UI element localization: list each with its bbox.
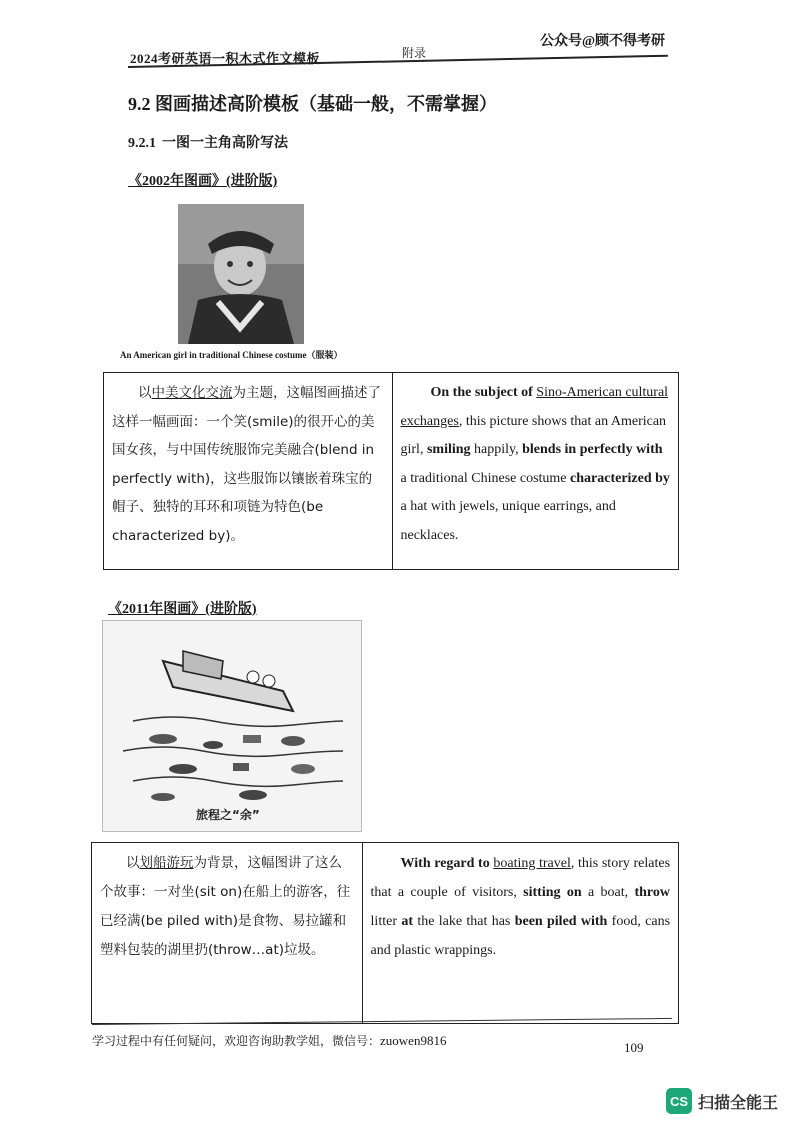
- wechat-id: zuowen9816: [380, 1033, 447, 1048]
- en-keyword: Sino-American cultural exchanges: [400, 385, 669, 429]
- subsection-number: 9.2.1: [128, 136, 156, 151]
- en-phrase: throw: [634, 885, 671, 900]
- boat-cartoon: [102, 620, 362, 832]
- en-part: a traditional Chinese costume: [400, 470, 567, 486]
- zh-part: 为背景，这幅图讲了这么个故事：一对坐(sit on)在船上的游客，往已经满(be piled with)是食物、易拉罐和塑料包装的湖里扔(throw…at)垃圾。: [100, 855, 351, 958]
- en-phrase: been piled with: [514, 914, 608, 929]
- boat-cartoon-drawing: [103, 621, 361, 831]
- english-text: [371, 849, 670, 965]
- chinese-text: [100, 849, 354, 965]
- example2-title: 《2011年图画》(进阶版): [108, 602, 257, 617]
- photo-caption: An American girl in traditional Chinese costume（服装）: [120, 350, 343, 360]
- subsection-title: [128, 132, 288, 152]
- english-cell: [362, 843, 678, 1024]
- en-phrase: On the subject of: [430, 385, 533, 400]
- page-number: 109: [624, 1040, 644, 1055]
- footer-note-text: 学习过程中有任何疑问，欢迎咨询助教学姐，微信号：: [92, 1034, 381, 1048]
- en-part: happily,: [474, 442, 519, 457]
- example2-table: [91, 842, 679, 1024]
- zh-part: 为主题，这幅图画描述了这样一幅画面：一个笑(smile)的很开心的美国女孩，与中国传统服饰完美融合(blend in perfectly with)，这些服饰以镶嵌着珠宝的帽子、独特的耳环和项链为特色(be characterized by)。: [112, 385, 381, 544]
- zh-part: 以: [138, 385, 152, 401]
- zh-keyword: 中美文化交流: [151, 385, 233, 401]
- en-phrase: smiling: [426, 442, 471, 457]
- section-number: 9.2: [128, 94, 151, 114]
- cartoon-caption: 旅程之“余”: [196, 808, 260, 822]
- scanner-brand-text: 扫描全能王: [698, 1092, 779, 1112]
- en-phrase: sitting on: [523, 885, 582, 900]
- english-cell: [392, 373, 679, 570]
- footer-note: [92, 1032, 446, 1049]
- en-phrase: With regard to: [400, 856, 490, 871]
- en-keyword: boating travel: [493, 856, 571, 871]
- girl-photo-drawing: [178, 204, 304, 344]
- en-part: a boat,: [587, 885, 629, 900]
- en-phrase: blends in perfectly with: [522, 442, 663, 457]
- zh-part: 以: [126, 855, 140, 871]
- en-part: , this picture shows that an American girl,: [400, 413, 667, 457]
- en-part: the lake that has: [417, 914, 511, 929]
- example1-title: 《2002年图画》(进阶版): [128, 174, 278, 189]
- en-part: a hat with jewels, unique earrings, and necklaces.: [400, 499, 616, 543]
- chinese-text: [112, 379, 384, 550]
- subsection-heading: 一图一主角高阶写法: [162, 136, 288, 151]
- girl-photo: [178, 204, 304, 344]
- zh-keyword: 划船游玩: [139, 855, 194, 871]
- example1-table: [103, 372, 679, 570]
- scanner-watermark: [666, 1088, 778, 1114]
- section-heading: 图画描述高阶模板（基础一般，不需掌握）: [155, 94, 497, 114]
- en-part: , this story relates that a couple of visitors,: [370, 856, 671, 900]
- en-phrase: at: [401, 914, 413, 929]
- header-section: 附录: [402, 46, 427, 60]
- en-part: food, cans and plastic wrappings.: [370, 914, 671, 958]
- chinese-cell: [92, 843, 363, 1024]
- en-part: litter: [370, 914, 397, 929]
- en-phrase: characterized by: [570, 470, 670, 486]
- header-account: 公众号@顾不得考研: [540, 34, 666, 49]
- camscanner-logo-icon: CS: [666, 1088, 692, 1114]
- chinese-cell: [104, 373, 393, 570]
- english-text: [401, 379, 671, 550]
- section-title: [128, 90, 497, 116]
- header-title: 2024考研英语一积木式作文模板: [130, 51, 321, 66]
